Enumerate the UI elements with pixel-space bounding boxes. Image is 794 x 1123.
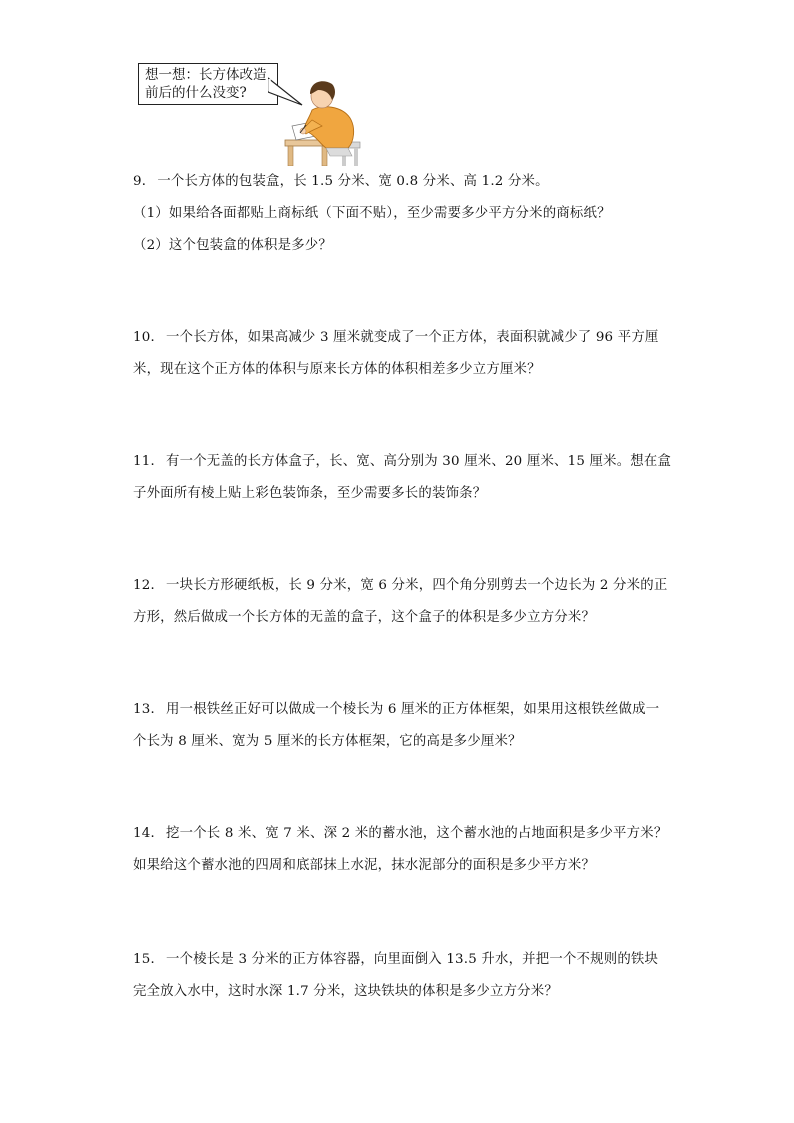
question-11 bbox=[133, 446, 678, 510]
question-text-continued: 方形，然后做成一个长方体的无盖的盒子，这个盒子的体积是多少立方分米？ bbox=[133, 610, 596, 625]
question-12 bbox=[133, 570, 678, 634]
question-number: 11． bbox=[133, 454, 165, 469]
question-line bbox=[133, 322, 678, 354]
question-text: 一个长方体的包装盒，长 1.5 分米、宽 0.8 分米、高 1.2 分米。 bbox=[157, 174, 549, 189]
question-text: 一块长方形硬纸板，长 9 分米，宽 6 分米，四个角分别剪去一个边长为 2 分米的正 bbox=[166, 578, 668, 593]
question-line bbox=[133, 166, 678, 198]
question-text: 用一根铁丝正好可以做成一个棱长为 6 厘米的正方体框架，如果用这根铁丝做成一 bbox=[166, 702, 660, 717]
question-number: 12． bbox=[133, 578, 165, 593]
question-line bbox=[133, 570, 678, 602]
question-subpart-2: （2）这个包装盒的体积是多少？ bbox=[133, 238, 332, 253]
question-text: 一个长方体，如果高减少 3 厘米就变成了一个正方体，表面积就减少了 96 平方厘 bbox=[166, 330, 659, 345]
question-line bbox=[133, 818, 678, 850]
question-10 bbox=[133, 322, 678, 386]
question-text-continued: 子外面所有棱上贴上彩色装饰条，至少需要多长的装饰条？ bbox=[133, 486, 487, 501]
speech-bubble-tail bbox=[268, 72, 308, 112]
question-number: 13． bbox=[133, 702, 165, 717]
question-text: 一个棱长是 3 分米的正方体容器，向里面倒入 13.5 升水，并把一个不规则的铁块 bbox=[166, 952, 659, 967]
question-13 bbox=[133, 694, 678, 758]
question-text: 有一个无盖的长方体盒子，长、宽、高分别为 30 厘米、20 厘米、15 厘米。想在盒 bbox=[166, 454, 672, 469]
question-text: 挖一个长 8 米、宽 7 米、深 2 米的蓄水池，这个蓄水池的占地面积是多少平方米？ bbox=[166, 826, 668, 841]
question-text-continued: 如果给这个蓄水池的四周和底部抹上水泥，抹水泥部分的面积是多少平方米？ bbox=[133, 858, 596, 873]
question-text-continued: 米，现在这个正方体的体积与原来长方体的体积相差多少立方厘米？ bbox=[133, 362, 541, 377]
question-subpart-1: （1）如果给各面都贴上商标纸（下面不贴），至少需要多少平方分米的商标纸？ bbox=[133, 206, 611, 221]
question-text-continued: 完全放入水中，这时水深 1.7 分米，这块铁块的体积是多少立方分米？ bbox=[133, 984, 558, 999]
bubble-line-2: 前后的什么没变? bbox=[145, 85, 247, 101]
question-number: 14． bbox=[133, 826, 165, 841]
speech-bubble bbox=[138, 63, 278, 105]
question-number: 15． bbox=[133, 952, 165, 967]
question-number: 10． bbox=[133, 330, 165, 345]
question-line bbox=[133, 694, 678, 726]
question-9 bbox=[133, 166, 678, 262]
question-number: 9． bbox=[133, 174, 156, 189]
question-text-continued: 个长为 8 厘米、宽为 5 厘米的长方体框架，它的高是多少厘米？ bbox=[133, 734, 522, 749]
question-14 bbox=[133, 818, 678, 882]
question-15 bbox=[133, 944, 678, 1008]
bubble-line-1: 想一想：长方体改造 bbox=[145, 67, 267, 83]
question-line bbox=[133, 446, 678, 478]
question-line bbox=[133, 944, 678, 976]
